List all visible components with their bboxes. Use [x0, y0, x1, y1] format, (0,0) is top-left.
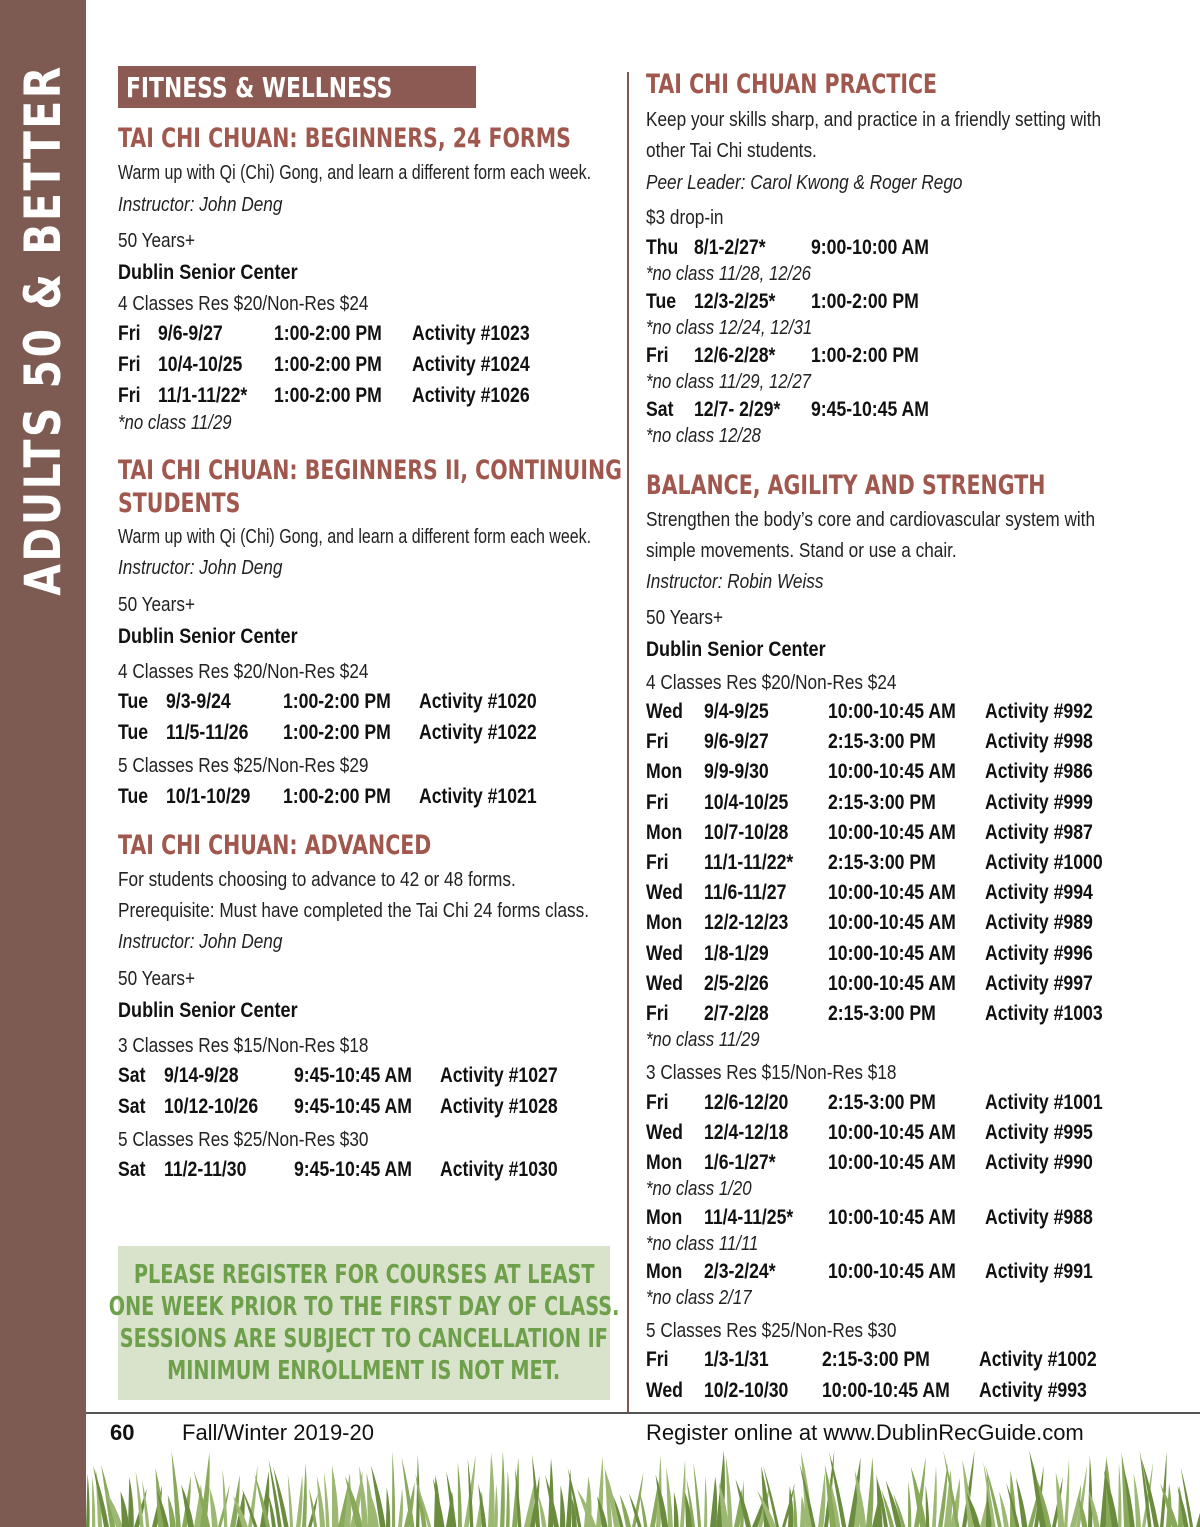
schedule-row: [118, 1064, 618, 1094]
course-title-continued: STUDENTS: [118, 488, 241, 519]
schedule-time: 9:45-10:45 AM: [294, 1158, 412, 1181]
course-note: *no class 1/20: [646, 1178, 752, 1200]
activity-number: Activity #991: [985, 1260, 1093, 1283]
schedule-row: [118, 1095, 618, 1125]
course-title: TAI CHI CHUAN: BEGINNERS II, CONTINUING: [118, 455, 622, 486]
schedule-dates: 9/3-9/24: [166, 690, 231, 713]
course-price: 3 Classes Res $15/Non-Res $18: [646, 1062, 897, 1084]
schedule-day: Tue: [118, 690, 149, 713]
footer-season: Fall/Winter 2019-20: [182, 1420, 374, 1445]
schedule-day: Sat: [118, 1095, 146, 1118]
schedule-dates: 11/5-11/26: [166, 721, 249, 744]
schedule-dates: 11/1-11/22*: [158, 384, 248, 407]
grass-blade: [324, 1472, 330, 1527]
grass-blade: [640, 1492, 648, 1527]
grass-blade: [121, 1491, 129, 1527]
grass-blade: [458, 1462, 462, 1527]
schedule-dates: 12/3-2/25*: [694, 290, 776, 313]
schedule-time: 2:15-3:00 PM: [828, 1002, 936, 1025]
course-title: TAI CHI CHUAN PRACTICE: [646, 69, 938, 100]
schedule-day: Mon: [646, 1260, 683, 1283]
schedule-day: Tue: [646, 290, 677, 313]
schedule-time: 2:15-3:00 PM: [828, 730, 936, 754]
schedule-time: 10:00-10:45 AM: [828, 941, 956, 965]
activity-number: Activity #1022: [419, 721, 537, 744]
schedule-dates: 1/6-1/27*: [704, 1151, 776, 1175]
grass-decoration: [86, 1448, 1200, 1527]
activity-number: Activity #999: [985, 790, 1093, 814]
activity-number: Activity #987: [985, 820, 1093, 844]
activity-number: Activity #986: [985, 760, 1093, 784]
course-price: $3 drop-in: [646, 207, 724, 229]
schedule-row: [646, 760, 1146, 790]
schedule-time: 10:00-10:45 AM: [828, 1260, 956, 1283]
schedule-dates: 2/5-2/26: [704, 971, 769, 995]
course-note: *no class 11/28, 12/26: [646, 263, 812, 285]
grass-blade: [1016, 1478, 1027, 1527]
activity-number: Activity #1027: [440, 1064, 558, 1087]
course-location: Dublin Senior Center: [646, 638, 826, 661]
course-description: Keep your skills sharp, and practice in a friendly setting with: [646, 109, 1102, 131]
notice-line: SESSIONS ARE SUBJECT TO CANCELLATION IF: [119, 1324, 609, 1354]
course-title: BALANCE, AGILITY AND STRENGTH: [646, 470, 1046, 501]
schedule-dates: 12/6-12/20: [704, 1091, 789, 1114]
grass-blade: [1160, 1451, 1167, 1527]
schedule-day: Fri: [646, 851, 669, 874]
grass-blade: [386, 1487, 390, 1527]
grass-blade: [506, 1470, 510, 1527]
course-note: *no class 11/11: [646, 1233, 759, 1255]
course-price: 4 Classes Res $20/Non-Res $24: [118, 293, 369, 315]
schedule-dates: 11/1-11/22*: [704, 851, 794, 874]
grass-blade: [86, 1473, 90, 1527]
course-age: 50 Years+: [118, 230, 195, 252]
schedule-time: 9:45-10:45 AM: [811, 398, 929, 421]
schedule-dates: 1/8-1/29: [704, 941, 769, 965]
activity-number: Activity #989: [985, 911, 1093, 935]
schedule-row: [118, 1158, 618, 1188]
schedule-day: Wed: [646, 1378, 683, 1402]
schedule-time: 10:00-10:45 AM: [828, 1151, 956, 1175]
grass-blade: [332, 1465, 339, 1527]
grass-blade: [128, 1477, 134, 1527]
schedule-day: Tue: [118, 785, 149, 808]
activity-number: Activity #1002: [979, 1348, 1097, 1371]
schedule-time: 10:00-10:45 AM: [828, 911, 956, 935]
schedule-day: Sat: [646, 398, 674, 421]
activity-number: Activity #1020: [419, 690, 537, 713]
schedule-day: Mon: [646, 760, 683, 784]
schedule-dates: 10/1-10/29: [166, 785, 251, 808]
schedule-time: 1:00-2:00 PM: [283, 785, 391, 808]
schedule-dates: 10/12-10/26: [164, 1095, 259, 1118]
schedule-row: [646, 1379, 1146, 1409]
course-price: 3 Classes Res $15/Non-Res $18: [118, 1035, 369, 1057]
course-instructor: Instructor: John Deng: [118, 194, 283, 216]
schedule-day: Fri: [646, 1002, 669, 1025]
schedule-row: [646, 942, 1146, 972]
grass-blade: [818, 1473, 825, 1527]
activity-number: Activity #992: [985, 700, 1093, 723]
grass-blade: [932, 1466, 937, 1527]
grass-blade: [666, 1467, 673, 1527]
schedule-dates: 12/6-2/28*: [694, 344, 776, 367]
activity-number: Activity #1023: [412, 322, 530, 345]
course-note: *no class 12/28: [646, 425, 761, 447]
schedule-time: 1:00-2:00 PM: [283, 721, 391, 744]
activity-number: Activity #998: [985, 730, 1093, 754]
notice-line: PLEASE REGISTER FOR COURSES AT LEAST: [133, 1260, 595, 1290]
schedule-row: [118, 353, 618, 383]
schedule-day: Mon: [646, 820, 683, 844]
course-title: TAI CHI CHUAN: ADVANCED: [118, 830, 432, 861]
course-note: *no class 2/17: [646, 1287, 752, 1309]
grass-blade: [1134, 1474, 1141, 1527]
schedule-day: Thu: [646, 236, 679, 259]
course-instructor: Instructor: John Deng: [118, 931, 283, 953]
schedule-dates: 11/2-11/30: [164, 1158, 247, 1181]
schedule-day: Wed: [646, 700, 683, 723]
schedule-row: [646, 700, 1146, 730]
activity-number: Activity #997: [985, 971, 1093, 995]
schedule-time: 9:00-10:00 AM: [811, 236, 929, 259]
grass-blade: [488, 1453, 495, 1527]
schedule-dates: 9/14-9/28: [164, 1064, 239, 1087]
schedule-row: [118, 785, 618, 815]
grass-blade: [181, 1484, 194, 1527]
grass-blade: [908, 1481, 911, 1527]
schedule-dates: 9/4-9/25: [704, 700, 769, 723]
course-description: For students choosing to advance to 42 or 48 forms.: [118, 869, 516, 891]
course-price: 4 Classes Res $20/Non-Res $24: [118, 661, 369, 683]
grass-blade: [1196, 1484, 1200, 1527]
schedule-time: 9:45-10:45 AM: [294, 1095, 412, 1118]
activity-number: Activity #1026: [412, 384, 530, 407]
schedule-dates: 12/4-12/18: [704, 1121, 789, 1145]
grass-blade: [209, 1487, 218, 1527]
schedule-time: 10:00-10:45 AM: [828, 700, 956, 723]
course-description: Strengthen the body’s core and cardiovascular system with: [646, 509, 1096, 531]
activity-number: Activity #994: [985, 881, 1093, 905]
grass-blade: [1118, 1463, 1121, 1527]
schedule-day: Sat: [118, 1064, 146, 1087]
grass-blade: [566, 1469, 572, 1527]
grass-blade: [398, 1488, 403, 1527]
grass-blade: [560, 1485, 565, 1527]
activity-number: Activity #993: [979, 1378, 1087, 1402]
activity-number: Activity #1030: [440, 1158, 558, 1181]
course-note: *no class 11/29, 12/27: [646, 371, 812, 393]
schedule-time: 9:45-10:45 AM: [294, 1064, 412, 1087]
activity-number: Activity #1001: [985, 1091, 1103, 1114]
schedule-day: Fri: [646, 790, 669, 814]
schedule-time: 2:15-3:00 PM: [828, 851, 936, 874]
schedule-day: Fri: [118, 353, 141, 376]
schedule-dates: 9/9-9/30: [704, 760, 769, 784]
schedule-day: Fri: [646, 1348, 669, 1371]
course-age: 50 Years+: [646, 607, 723, 629]
schedule-time: 1:00-2:00 PM: [283, 690, 391, 713]
schedule-row: [646, 911, 1146, 941]
course-instructor: Instructor: John Deng: [118, 557, 283, 579]
grass-blade: [494, 1484, 498, 1527]
footer-register-link[interactable]: Register online at www.DublinRecGuide.com: [646, 1420, 1084, 1445]
schedule-day: Fri: [646, 1091, 669, 1114]
schedule-day: Wed: [646, 971, 683, 995]
schedule-row: [646, 1348, 1146, 1378]
activity-number: Activity #1024: [412, 353, 530, 376]
footer-rule: [86, 1412, 1200, 1414]
grass-blade: [710, 1476, 717, 1527]
notice-line: MINIMUM ENROLLMENT IS NOT MET.: [167, 1356, 561, 1386]
course-age: 50 Years+: [118, 594, 195, 616]
schedule-row: [646, 972, 1146, 1002]
registration-notice: [108, 1246, 620, 1400]
course-note: *no class 11/29: [646, 1029, 760, 1051]
course-location: Dublin Senior Center: [118, 999, 298, 1022]
schedule-time: 10:00-10:45 AM: [828, 1206, 956, 1229]
course-location: Dublin Senior Center: [118, 625, 298, 648]
schedule-time: 10:00-10:45 AM: [822, 1378, 950, 1402]
schedule-row: [118, 721, 618, 751]
schedule-row: [646, 1121, 1146, 1151]
schedule-dates: 10/2-10/30: [704, 1378, 789, 1402]
schedule-day: Mon: [646, 1151, 683, 1175]
schedule-time: 1:00-2:00 PM: [274, 384, 382, 407]
schedule-dates: 9/6-9/27: [158, 322, 223, 345]
grass-blade: [674, 1492, 679, 1527]
course-peer-leader: Peer Leader: Carol Kwong & Roger Rego: [646, 172, 963, 194]
schedule-dates: 11/6-11/27: [704, 881, 787, 905]
schedule-dates: 10/7-10/28: [704, 820, 789, 844]
course-price: 5 Classes Res $25/Non-Res $29: [118, 755, 369, 777]
grass-blade: [92, 1476, 95, 1527]
course-title: TAI CHI CHUAN: BEGINNERS, 24 FORMS: [118, 123, 571, 154]
page-number: 60: [110, 1420, 135, 1445]
schedule-row: [646, 730, 1146, 760]
schedule-day: Wed: [646, 881, 683, 905]
activity-number: Activity #1003: [985, 1002, 1103, 1025]
activity-number: Activity #995: [985, 1121, 1093, 1145]
schedule-dates: 12/2-12/23: [704, 911, 789, 935]
schedule-time: 10:00-10:45 AM: [828, 881, 956, 905]
course-description-continued: simple movements. Stand or use a chair.: [646, 540, 957, 562]
schedule-day: Sat: [118, 1158, 146, 1181]
schedule-dates: 10/4-10/25: [704, 790, 789, 814]
grass-blade: [296, 1475, 303, 1527]
schedule-day: Fri: [118, 384, 141, 407]
schedule-row: [646, 791, 1146, 821]
course-note: *no class 12/24, 12/31: [646, 317, 813, 339]
sidebar-title: ADULTS 50 & BETTER: [14, 64, 72, 596]
course-note: *no class 11/29: [118, 412, 232, 434]
schedule-day: Mon: [646, 1206, 683, 1229]
activity-number: Activity #1021: [419, 785, 537, 808]
schedule-day: Fri: [646, 730, 669, 754]
schedule-time: 1:00-2:00 PM: [274, 353, 382, 376]
schedule-day: Wed: [646, 1121, 683, 1145]
schedule-dates: 10/4-10/25: [158, 353, 243, 376]
grass-blade: [288, 1474, 293, 1527]
schedule-time: 10:00-10:45 AM: [828, 820, 956, 844]
activity-number: Activity #988: [985, 1206, 1093, 1229]
schedule-dates: 12/7- 2/29*: [694, 398, 781, 421]
activity-number: Activity #996: [985, 941, 1093, 965]
course-description: Warm up with Qi (Chi) Gong, and learn a different form each week.: [118, 162, 592, 184]
grass-blade: [1088, 1456, 1092, 1527]
schedule-row: [118, 690, 618, 720]
grass-blade: [500, 1451, 505, 1527]
schedule-row: [118, 384, 618, 414]
grass-blade: [704, 1476, 707, 1527]
schedule-time: 10:00-10:45 AM: [828, 1121, 956, 1145]
activity-number: Activity #1028: [440, 1095, 558, 1118]
grass-blade: [302, 1463, 307, 1527]
schedule-day: Mon: [646, 911, 683, 935]
schedule-time: 1:00-2:00 PM: [811, 290, 919, 313]
sidebar: [0, 0, 86, 1527]
schedule-dates: 8/1-2/27*: [694, 236, 766, 259]
course-age: 50 Years+: [118, 968, 195, 990]
schedule-dates: 2/3-2/24*: [704, 1260, 776, 1283]
schedule-row: [646, 1091, 1146, 1121]
course-description-continued: other Tai Chi students.: [646, 140, 817, 162]
grass-blade: [693, 1462, 701, 1527]
schedule-dates: 2/7-2/28: [704, 1002, 769, 1025]
course-instructor: Instructor: Robin Weiss: [646, 571, 824, 593]
section-banner: [118, 66, 476, 108]
schedule-time: 2:15-3:00 PM: [822, 1348, 930, 1371]
course-price: 5 Classes Res $25/Non-Res $30: [118, 1129, 369, 1151]
schedule-row: [646, 881, 1146, 911]
schedule-dates: 9/6-9/27: [704, 730, 769, 754]
column-divider: [627, 72, 629, 1412]
grass-blade: [926, 1485, 930, 1527]
schedule-day: Fri: [118, 322, 141, 345]
activity-number: Activity #1000: [985, 851, 1103, 874]
schedule-dates: 1/3-1/31: [704, 1348, 769, 1371]
course-price: 4 Classes Res $20/Non-Res $24: [646, 672, 897, 694]
grass-blade: [866, 1457, 874, 1527]
course-description: Warm up with Qi (Chi) Gong, and learn a different form each week.: [118, 526, 592, 548]
schedule-time: 2:15-3:00 PM: [828, 1091, 936, 1114]
schedule-day: Wed: [646, 941, 683, 965]
grass-blade: [317, 1476, 325, 1527]
schedule-day: Fri: [646, 344, 669, 367]
schedule-dates: 11/4-11/25*: [704, 1206, 794, 1229]
grass-blade: [886, 1481, 902, 1527]
schedule-time: 1:00-2:00 PM: [811, 344, 919, 367]
activity-number: Activity #990: [985, 1151, 1093, 1175]
schedule-time: 10:00-10:45 AM: [828, 760, 956, 784]
schedule-time: 2:15-3:00 PM: [828, 790, 936, 814]
grass-blade: [392, 1451, 395, 1527]
grass-blade: [793, 1485, 797, 1527]
schedule-row: [646, 851, 1146, 881]
schedule-row: [118, 322, 618, 352]
section-banner-label: FITNESS & WELLNESS: [126, 70, 393, 104]
schedule-row: [646, 821, 1146, 851]
grass-blade: [680, 1460, 685, 1527]
schedule-time: 1:00-2:00 PM: [274, 322, 382, 345]
course-location: Dublin Senior Center: [118, 261, 298, 284]
grass-blade: [1064, 1459, 1069, 1527]
course-price: 5 Classes Res $25/Non-Res $30: [646, 1320, 897, 1342]
course-prerequisite: Prerequisite: Must have completed the Tai Chi 24 forms class.: [118, 900, 589, 922]
schedule-time: 10:00-10:45 AM: [828, 971, 956, 995]
schedule-day: Tue: [118, 721, 149, 744]
notice-line: ONE WEEK PRIOR TO THE FIRST DAY OF CLASS.: [108, 1292, 620, 1322]
